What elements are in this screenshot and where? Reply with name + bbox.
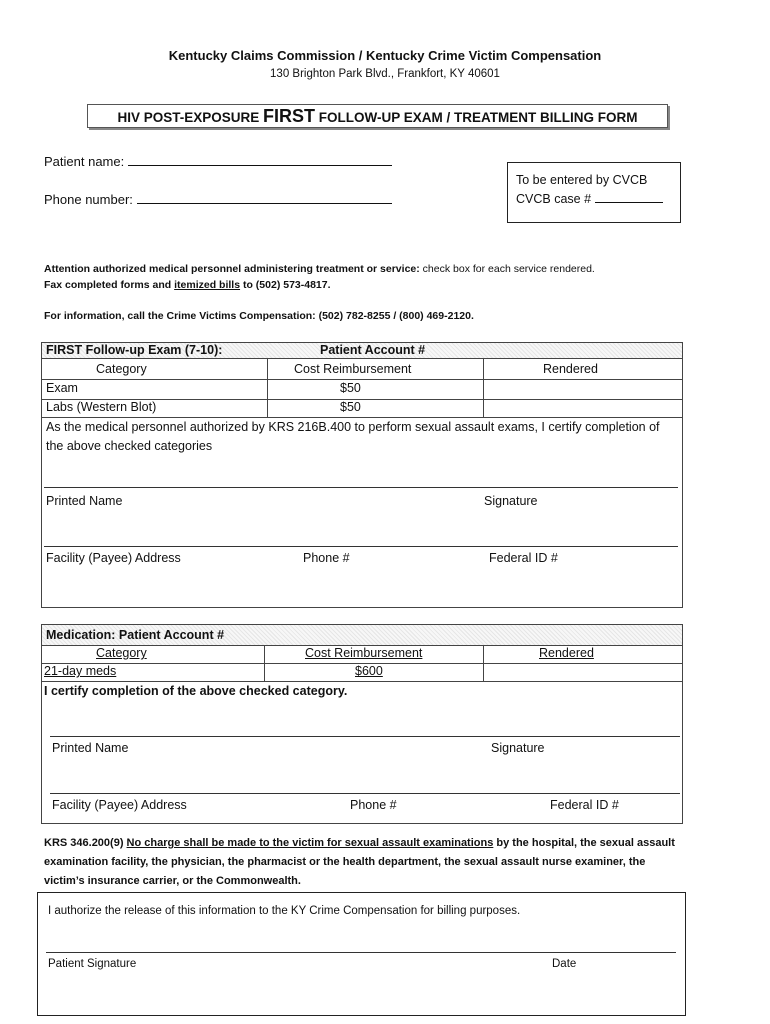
exam-signature-label: Signature bbox=[484, 494, 538, 508]
krs-underlined: No charge shall be made to the victim for sexual assault examinations bbox=[126, 837, 494, 849]
attention-bold: Attention authorized medical personnel administering treatment or service: bbox=[44, 263, 420, 275]
cvcb-case-field[interactable] bbox=[516, 190, 680, 209]
exam-facility-label: Facility (Payee) Address bbox=[46, 551, 181, 565]
med-phone-label: Phone # bbox=[350, 798, 397, 812]
exam-printed-name-line[interactable] bbox=[44, 487, 678, 488]
exam-col-category: Category bbox=[96, 362, 147, 376]
patient-name-label: Patient name: bbox=[44, 154, 125, 169]
exam-row-category: Exam bbox=[46, 381, 78, 395]
krs-suffix: by the hospital, the sexual assault examination facility, the physician, the pharmacist or the health department, the sexual assault nurse examiner, the victim’s insurance carrier, or the Commonwealth. bbox=[44, 837, 675, 887]
cvcb-note: To be entered by CVCB bbox=[516, 173, 648, 187]
medication-table bbox=[41, 624, 683, 824]
exam-certify-text: As the medical personnel authorized by KRS 216B.400 to perform sexual assault exams, I certify completion of the above checked categories bbox=[46, 420, 660, 453]
exam-row-cost: $50 bbox=[340, 381, 361, 395]
fax-underlined: itemized bills bbox=[174, 279, 241, 291]
title-prefix: HIV POST-EXPOSURE bbox=[117, 110, 264, 125]
exam-phone-label: Phone # bbox=[303, 551, 350, 565]
fax-prefix: Fax completed forms and bbox=[44, 279, 175, 291]
labs-row-category: Labs (Western Blot) bbox=[46, 400, 157, 414]
labs-row-cost: $50 bbox=[340, 400, 361, 414]
labs-rendered-checkbox[interactable] bbox=[484, 400, 681, 416]
med-printed-name-line[interactable] bbox=[50, 736, 680, 737]
medication-heading: Medication: Patient Account # bbox=[46, 628, 225, 642]
exam-col-rendered: Rendered bbox=[543, 362, 598, 376]
header-address: 130 Brighton Park Blvd., Frankfort, KY 40601 bbox=[270, 68, 500, 80]
patient-signature-label: Patient Signature bbox=[48, 958, 137, 970]
attention-rest: check box for each service rendered. bbox=[419, 263, 595, 275]
med-facility-label: Facility (Payee) Address bbox=[52, 798, 187, 812]
exam-rendered-checkbox[interactable] bbox=[484, 380, 681, 398]
form-title bbox=[87, 104, 668, 128]
exam-col-cost: Cost Reimbursement bbox=[294, 362, 412, 376]
med-federal-id-label: Federal ID # bbox=[550, 798, 619, 812]
patient-name-line[interactable] bbox=[128, 153, 392, 166]
attention-instructions bbox=[44, 263, 724, 275]
med-col-rendered: Rendered bbox=[539, 646, 594, 660]
med-col-cost: Cost Reimbursement bbox=[305, 646, 423, 660]
krs-prefix: KRS 346.200(9) bbox=[44, 837, 127, 849]
exam-facility-line[interactable] bbox=[44, 546, 678, 547]
exam-federal-id-label: Federal ID # bbox=[489, 551, 558, 565]
med-printed-name-label: Printed Name bbox=[52, 741, 129, 755]
title-suffix: FOLLOW-UP EXAM / TREATMENT BILLING FORM bbox=[315, 110, 638, 125]
patient-signature-line[interactable] bbox=[46, 952, 676, 953]
header-agency: Kentucky Claims Commission / Kentucky Crime Victim Compensation bbox=[168, 48, 602, 63]
date-label: Date bbox=[552, 958, 577, 970]
exam-account: Patient Account # bbox=[320, 343, 426, 357]
cvcb-case-line[interactable] bbox=[595, 190, 663, 203]
phone-number-field[interactable] bbox=[44, 191, 392, 207]
med-rendered-checkbox[interactable] bbox=[484, 664, 681, 680]
info-line: For information, call the Crime Victims Compensation: (502) 782-8255 / (800) 469-2120. bbox=[44, 310, 474, 322]
fax-suffix: to (502) 573-4817. bbox=[240, 279, 331, 291]
med-col-category: Category bbox=[96, 646, 147, 660]
exam-table bbox=[41, 342, 683, 608]
med-row-category: 21-day meds bbox=[44, 664, 117, 678]
phone-number-label: Phone number: bbox=[44, 192, 133, 207]
med-row-cost: $600 bbox=[355, 664, 383, 678]
phone-number-line[interactable] bbox=[137, 191, 392, 204]
cvcb-box bbox=[507, 162, 681, 223]
exam-heading: FIRST Follow-up Exam (7-10): bbox=[46, 343, 223, 357]
fax-instructions bbox=[44, 279, 331, 291]
med-signature-label: Signature bbox=[491, 741, 545, 755]
authorization-box bbox=[37, 892, 686, 1016]
krs-statement bbox=[44, 834, 684, 891]
exam-printed-name-label: Printed Name bbox=[46, 494, 123, 508]
title-emphasis: FIRST bbox=[263, 106, 316, 126]
patient-name-field[interactable] bbox=[44, 153, 392, 169]
med-certify-text: I certify completion of the above checked category. bbox=[44, 684, 348, 698]
cvcb-case-label: CVCB case # bbox=[516, 192, 592, 206]
authorization-text: I authorize the release of this information to the KY Crime Compensation for billing purposes. bbox=[48, 905, 521, 917]
med-facility-line[interactable] bbox=[50, 793, 680, 794]
